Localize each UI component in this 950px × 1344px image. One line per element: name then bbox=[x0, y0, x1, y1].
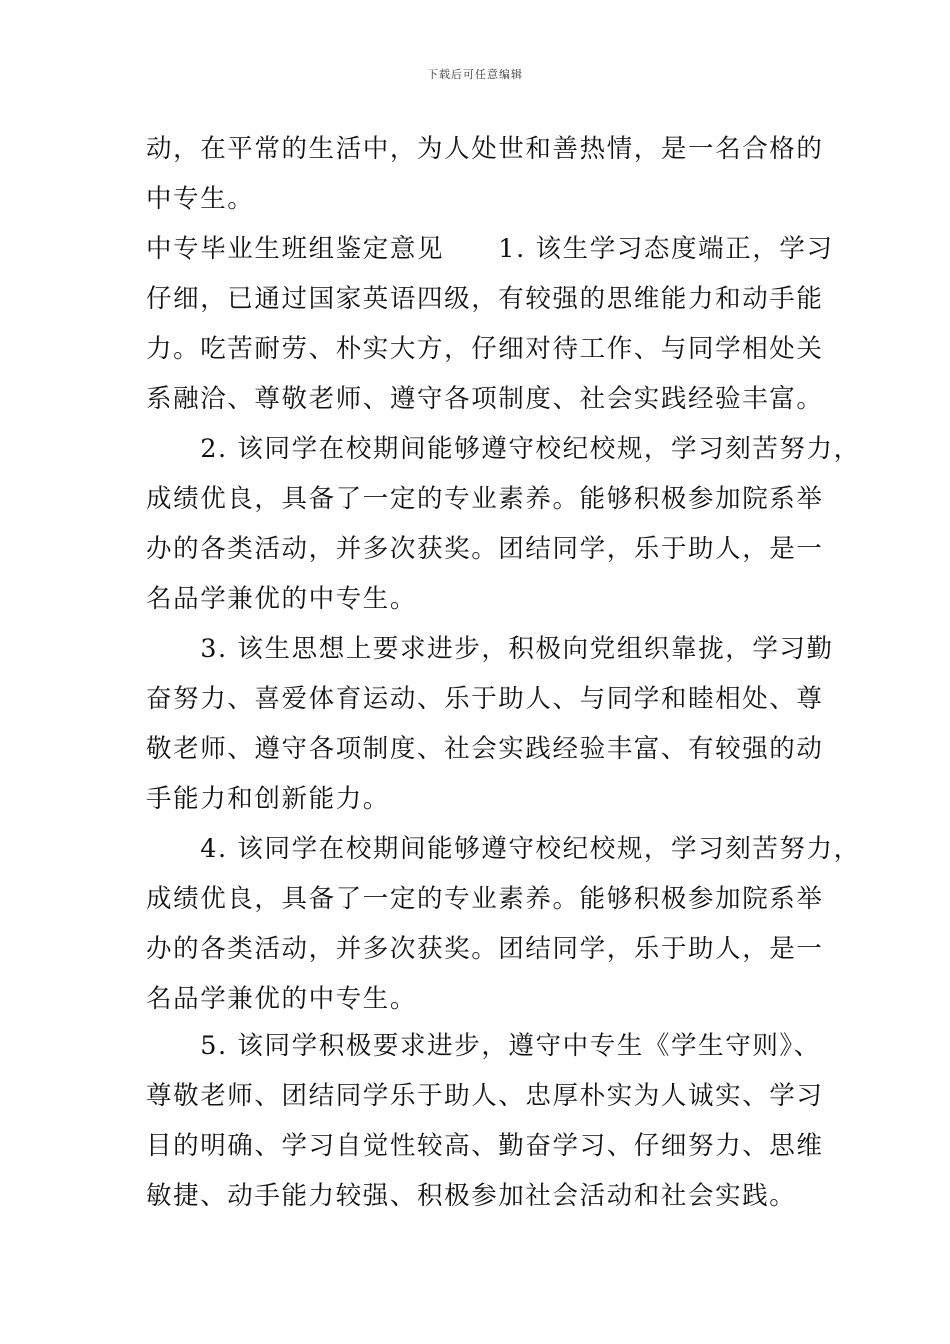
text-line: 中专毕业生班组鉴定意见 1. 该生学习态度端正，学习 bbox=[146, 234, 834, 264]
text-line: 2. 该同学在校期间能够遵守校纪校规，学习刻苦努力， bbox=[146, 434, 861, 464]
text-line: 奋努力、喜爱体育运动、乐于助人、与同学和睦相处、尊 bbox=[146, 684, 824, 714]
text-line: 系融洽、尊敬老师、遵守各项制度、社会实践经验丰富。 bbox=[146, 384, 824, 414]
text-line: 办的各类活动，并多次获奖。团结同学，乐于助人，是一 bbox=[146, 934, 824, 964]
text-line: 中专生。 bbox=[146, 184, 255, 214]
text-line: 名品学兼优的中专生。 bbox=[146, 984, 418, 1014]
page-header-note: 下载后可任意编辑 bbox=[427, 68, 523, 81]
text-line: 5. 该同学积极要求进步，遵守中专生《学生守则》、 bbox=[146, 1031, 821, 1061]
text-line: 尊敬老师、团结同学乐于助人、忠厚朴实为人诚实、学习 bbox=[146, 1081, 824, 1111]
text-line: 4. 该同学在校期间能够遵守校纪校规，学习刻苦努力， bbox=[146, 834, 861, 864]
text-line: 3. 该生思想上要求进步，积极向党组织靠拢，学习勤 bbox=[146, 634, 834, 664]
text-line: 成绩优良，具备了一定的专业素养。能够积极参加院系举 bbox=[146, 484, 824, 514]
text-line: 力。吃苦耐劳、朴实大方，仔细对待工作、与同学相处关 bbox=[146, 334, 824, 364]
text-line: 办的各类活动，并多次获奖。团结同学，乐于助人，是一 bbox=[146, 534, 824, 564]
text-line: 敬老师、遵守各项制度、社会实践经验丰富、有较强的动 bbox=[146, 734, 824, 764]
text-line: 仔细，已通过国家英语四级，有较强的思维能力和动手能 bbox=[146, 284, 824, 314]
text-line: 目的明确、学习自觉性较高、勤奋学习、仔细努力、思维 bbox=[146, 1131, 824, 1161]
text-line: 成绩优良，具备了一定的专业素养。能够积极参加院系举 bbox=[146, 884, 824, 914]
text-line: 动，在平常的生活中，为人处世和善热情，是一名合格的 bbox=[146, 134, 824, 164]
text-line: 名品学兼优的中专生。 bbox=[146, 584, 418, 614]
text-line: 敏捷、动手能力较强、积极参加社会活动和社会实践。 bbox=[146, 1181, 797, 1211]
text-line: 手能力和创新能力。 bbox=[146, 784, 390, 814]
